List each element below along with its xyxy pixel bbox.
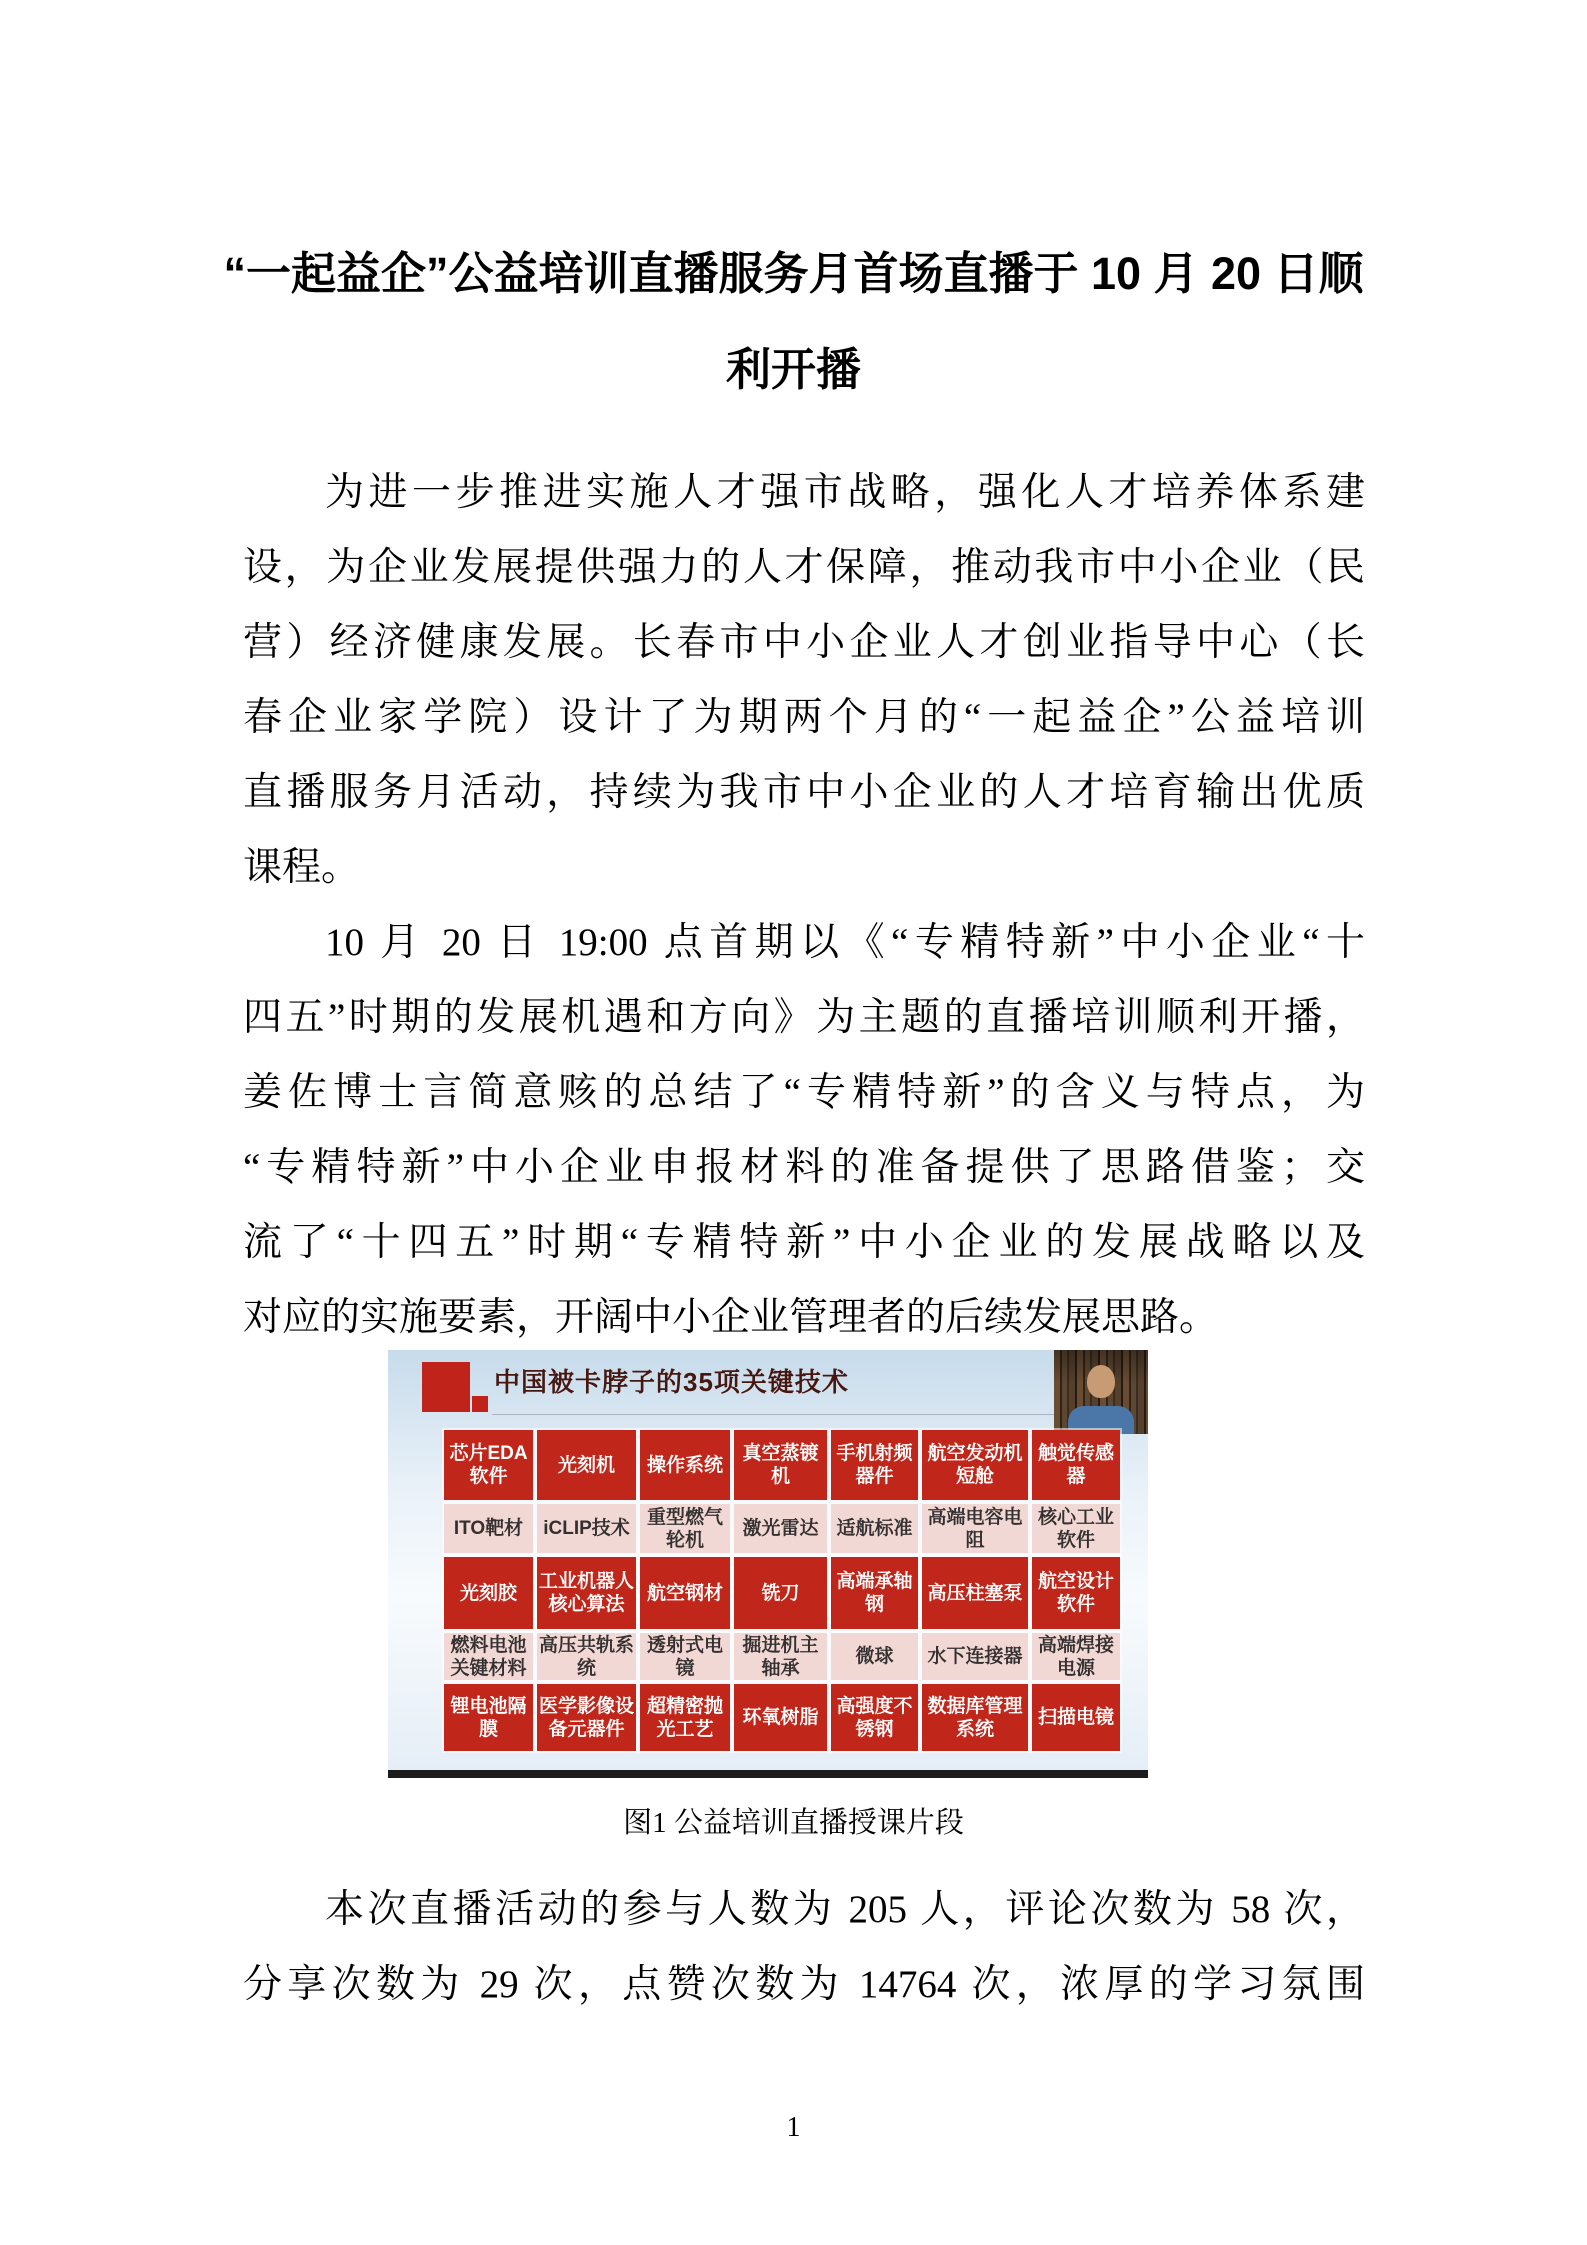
- paragraph-2: [243, 905, 1365, 1355]
- slide-title: 中国被卡脖子的35项关键技术: [494, 1367, 849, 1397]
- presenter-avatar-head: [1087, 1365, 1115, 1398]
- tech-table-cell: 激光雷达: [734, 1504, 827, 1553]
- stats-paragraph: [243, 1872, 1365, 2022]
- tech-table-cell: 水下连接器: [922, 1633, 1028, 1680]
- page-title-line-2: 利开播: [725, 344, 861, 395]
- tech-table-cell: 铣刀: [734, 1557, 827, 1629]
- tech-table-cell: 超精密抛光工艺: [640, 1684, 730, 1751]
- text-line: 10 月 20 日 19:00 点首期以《“专精特新”中小企业“十: [325, 921, 1365, 964]
- paragraph-3: [243, 1872, 1365, 2022]
- tech-table-cell: 操作系统: [640, 1430, 730, 1500]
- text-line: 营）经济健康发展。长春市中小企业人才创业指导中心（长: [243, 621, 1365, 664]
- tech-table-cell: 高端焊接电源: [1032, 1633, 1120, 1680]
- tech-table-cell: 航空发动机短舱: [922, 1430, 1028, 1500]
- text-line: “专精特新”中小企业申报材料的准备提供了思路借鉴；交: [243, 1146, 1365, 1189]
- tech-table-cell: 数据库管理系统: [922, 1684, 1028, 1751]
- text-line: 设，为企业发展提供强力的人才保障，推动我市中小企业（民: [243, 546, 1365, 589]
- text-line: 为进一步推进实施人才强市战略，强化人才培养体系建: [325, 471, 1365, 514]
- slide-divider: [492, 1414, 1092, 1415]
- tech-table-cell: 重型燃气轮机: [640, 1504, 730, 1553]
- figure-slide-screenshot: [388, 1350, 1148, 1778]
- intro-paragraphs: [243, 455, 1365, 1355]
- tech-table-cell: 航空钢材: [640, 1557, 730, 1629]
- figure-caption: 图1 公益培训直播授课片段: [623, 1807, 964, 1839]
- slide-logo-mark-small: [472, 1396, 488, 1412]
- tech-table: [442, 1428, 1122, 1753]
- tech-table-cell: 燃料电池关键材料: [444, 1633, 533, 1680]
- text-line: 春企业家学院）设计了为期两个月的“一起益企”公益培训: [243, 696, 1365, 739]
- tech-table-cell: 核心工业软件: [1032, 1504, 1120, 1553]
- text-line: 四五”时期的发展机遇和方向》为主题的直播培训顺利开播，: [243, 996, 1365, 1039]
- tech-table-cell: ITO靶材: [444, 1504, 533, 1553]
- page-title-line-1: “一起益企”公益培训直播服务月首场直播于 10 月 20 日顺: [223, 248, 1364, 299]
- tech-table-cell: iCLIP技术: [537, 1504, 636, 1553]
- tech-table-cell: 高压共轨系统: [539, 1634, 635, 1679]
- page-number: 1: [786, 2112, 801, 2143]
- tech-table-cell: 高强度不锈钢: [831, 1684, 918, 1751]
- tech-table-cell: 手机射频器件: [831, 1430, 918, 1500]
- tech-table-cell: 真空蒸镀机: [734, 1430, 827, 1500]
- text-line: 对应的实施要素，开阔中小企业管理者的后续发展思路。: [243, 1296, 1219, 1339]
- tech-table-cell: 环氧树脂: [734, 1684, 827, 1751]
- tech-table-cell: 光刻胶: [444, 1557, 533, 1629]
- slide-bottom-bar: [388, 1770, 1148, 1778]
- text-line: 流了“十四五”时期“专精特新”中小企业的发展战略以及: [243, 1221, 1365, 1264]
- text-line: 本次直播活动的参与人数为 205 人，评论次数为 58 次，: [325, 1888, 1365, 1931]
- tech-table-cell: 高端电容电阻: [922, 1504, 1028, 1553]
- page-title: [0, 226, 1587, 418]
- tech-table-cell: 航空设计软件: [1032, 1557, 1120, 1629]
- tech-table-cell: 高压柱塞泵: [922, 1557, 1028, 1629]
- tech-table-cell: 锂电池隔膜: [444, 1684, 533, 1751]
- tech-table-cell: 微球: [831, 1633, 918, 1680]
- tech-table-cell: 透射式电镜: [640, 1633, 730, 1680]
- tech-table-cell: 芯片EDA软件: [444, 1430, 533, 1500]
- tech-table-cell: 触觉传感器: [1032, 1430, 1120, 1500]
- text-line: 分享次数为 29 次，点赞次数为 14764 次，浓厚的学习氛围: [243, 1963, 1365, 2006]
- tech-table-cell: 扫描电镜: [1032, 1684, 1120, 1751]
- text-line: 姜佐博士言简意赅的总结了“专精特新”的含义与特点，为: [243, 1071, 1365, 1114]
- tech-table-cell: 适航标准: [831, 1504, 918, 1553]
- tech-table-cell: 工业机器人核心算法: [537, 1557, 636, 1629]
- slide-logo-mark: [422, 1362, 470, 1412]
- paragraph-1: [243, 455, 1365, 905]
- webcam-video: [1054, 1350, 1148, 1434]
- tech-table-cell: 医学影像设备元器件: [537, 1684, 636, 1751]
- text-line: 课程。: [243, 846, 361, 889]
- text-line: 直播服务月活动，持续为我市中小企业的人才培育输出优质: [243, 771, 1365, 814]
- tech-table-cell: 光刻机: [537, 1430, 636, 1500]
- tech-table-cell: 高端承轴钢: [831, 1557, 918, 1629]
- tech-table-cell: 掘进机主轴承: [734, 1633, 827, 1680]
